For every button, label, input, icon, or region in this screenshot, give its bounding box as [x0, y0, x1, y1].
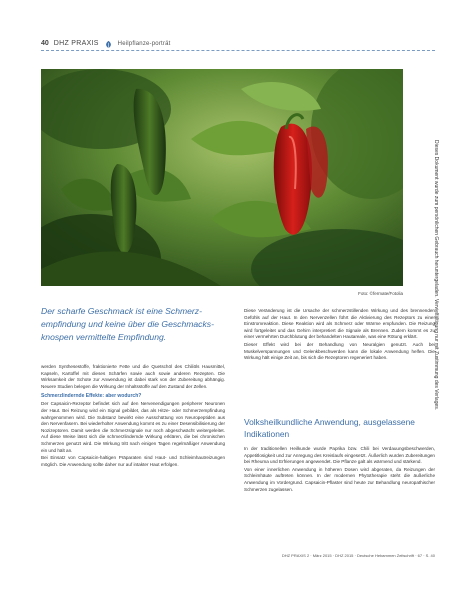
- paragraph: Von einer innerlichen Anwendung in höheren Dosen wird abgeraten, da Reizungen der Schleimhäute auftreten können. In der modernen Phytotherapie steht die äußerliche Anwendung im Vordergrund. Capsaicin-Pflaster sind heute zur Behandlung neuropathischer Schmerzen zugelassen.: [244, 466, 435, 492]
- paragraph: werden Synthesestoffe, fraktionierte Fette und die Quetschöl des Chiliöls Hausmittel, Kapseln, Kartoffel mit dieses Schärfen sowie auch sowie anderen Rezepten. Die Wirksamkeit der Schote zur Anwendung ist dabei stark von der Zubereitung abhängig. Neuere Studien belegen die Wirkung der Inhaltsstoffe auf den Zustand der Zellen.: [41, 364, 225, 389]
- text-column-left: [41, 364, 225, 469]
- running-header: [41, 38, 435, 50]
- paragraph: Dieser Effekt wird bei der Behandlung von Neuralgien genutzt. Auch bei Muskelverspannungen und Gelenkbeschwerden kann die lokale Anwendung helfen. Die Wirkung hält einige Zeit an, bis sich die Rezeptoren regeneriert haben.: [244, 341, 435, 361]
- herb-leaf-icon: [104, 40, 113, 49]
- download-notice-text: Dieses Dokument wurde zum persönlichen Gebrauch heruntergeladen. Vervielfältigung nur mit Zustimmung des Verlages.: [433, 140, 439, 411]
- paragraph: Diese Veränderung ist die Ursache der schmerzstillenden Wirkung und des brennenden Gefühls auf der Haut. In den Nervenzellen führt die Aktivierung des Rezeptors zu einer Einstromreaktion. Diese Reaktion wird als Schmerz oder Wärme empfunden. Die Reizung wird fortgeleitet und das Gehirn interpretiert die Signale als Brennen. Zudem kommt es zu einer vermehrten Durchblutung der behandelten Hautareale, was eine Rötung erklärt.: [244, 308, 435, 340]
- paragraph: In der traditionellen Heilkunde wurde Paprika bzw. Chili bei Verdauungsbeschwerden, Appetitlosigkeit und zur Anregung des Kreislaufs eingesetzt. Äußerlich wurden Zubereitungen bei Rheuma und Erfrierungen angewendet. Die Pflanze galt als wärmend und stärkend.: [244, 446, 435, 465]
- paragraph: Bei Einsatz von Capsaicin-haltigen Präparaten sind Haut- und Schleimhautreizungen möglich. Die Anwendung sollte daher nur auf intakter Haut erfolgen.: [41, 455, 225, 467]
- header-rule: [41, 50, 435, 51]
- text-column-right-lower: [244, 446, 435, 494]
- page-footer: DHZ PRAXIS 2 · März 2015 · DHZ 2015 · Deutsche Hebammen Zeitschrift · 67 · S. 40: [281, 553, 435, 558]
- section-subheading: Volksheilkundliche Anwendung, ausgelassene Indikationen: [244, 417, 415, 439]
- photo-credit: Foto: ©fermate/Fotolia: [358, 291, 403, 296]
- section-title: DHZ PRAXIS: [53, 40, 99, 47]
- chili-photo: [41, 69, 403, 286]
- paragraph: Der Capsaicin-Rezeptor befindet sich auf den Nervenendigungen peripherer Neuronen der Haut. Bei Reizung wird ein Signal gebildet, das als Hitze- oder Schmerzempfindung wahrgenommen wird. Die Substanz bewirkt eine Ausschüttung von Neuropeptiden aus den Nervenfasern. Bei wiederholter Anwendung kommt es zu einer Desensibilisierung der Nozizeptoren. Damit werden die Schmerzsignale nur noch abgeschwächt weitergeleitet. Auf diese Weise lässt sich die schmerzlindernde Wirkung erklären, die bei chronischen Schmerzen genutzt wird. Die Wirkung tritt nach einigen Tagen regelmäßiger Anwendung ein und hält an.: [41, 401, 225, 453]
- text-column-right: [244, 308, 435, 363]
- topic-label: Heilpflanze-porträt: [117, 41, 171, 47]
- page-number: 40: [41, 40, 49, 47]
- section-heading: Schmerzlindernde Effekte: aber wodurch?: [41, 393, 142, 400]
- download-notice: [432, 140, 440, 440]
- pull-quote: Der scharfe Geschmack ist eine Schmerz-empfindung und keine über die Geschmacks-knospen vermittelte Empfindung.: [41, 306, 214, 342]
